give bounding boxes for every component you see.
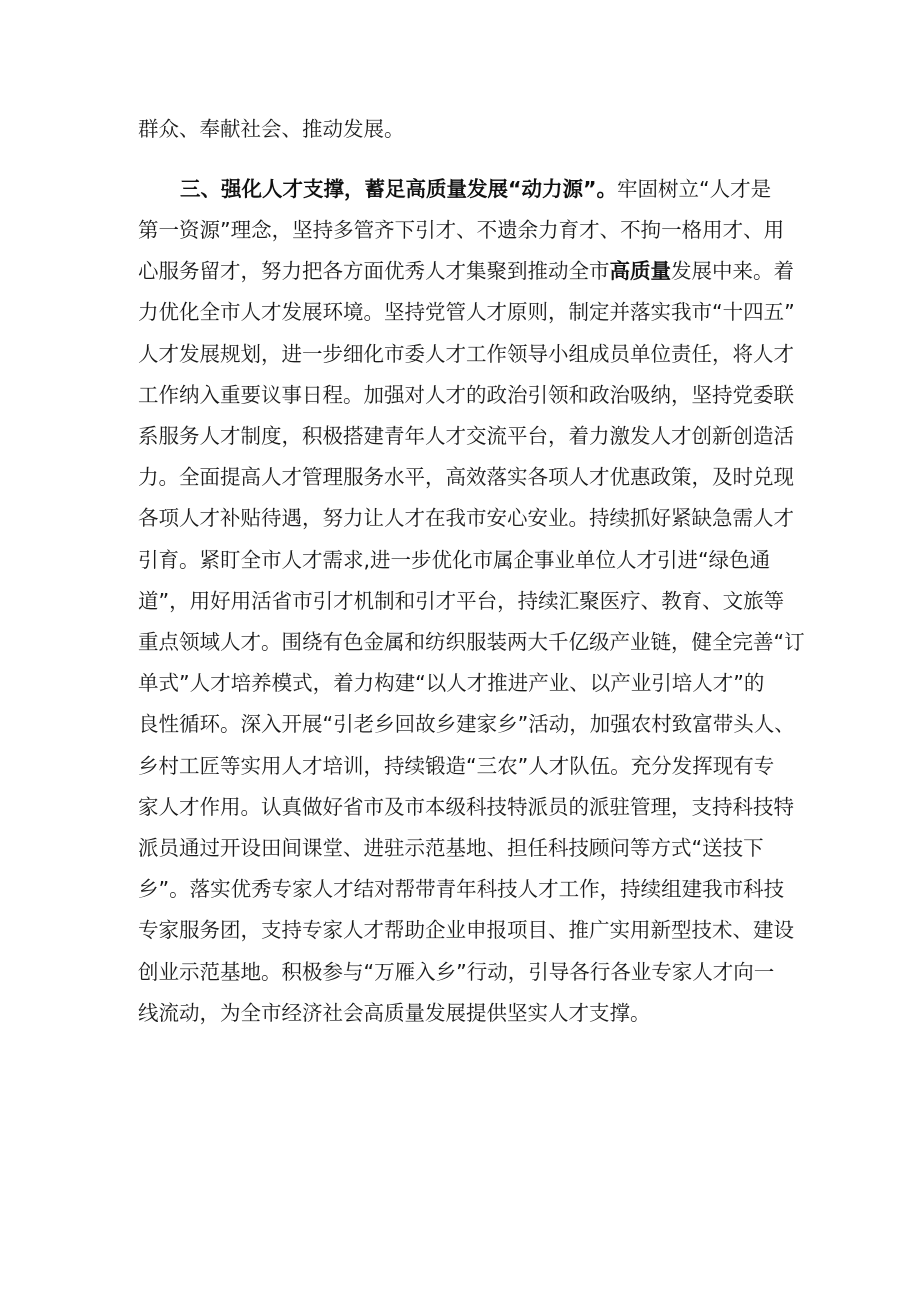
- paragraph-line: 人才发展规划，进一步细化市委人才工作领导小组成员单位责任，将人才: [138, 342, 794, 366]
- paragraph-line-text: 心服务留才，努力把各方面优秀人才集聚到推动全市: [138, 259, 610, 283]
- paragraph-line: 专家服务团，支持专家人才帮助企业申报项目、推广实用新型技术、建设: [138, 918, 794, 942]
- paragraph-continuation-line: 群众、奉献社会、推动发展。: [138, 117, 405, 141]
- paragraph-line: 工作纳入重要议事日程。加强对人才的政治引领和政治吸纳，坚持党委联: [138, 383, 794, 407]
- paragraph-line: 道”，用好用活省市引才机制和引才平台，持续汇聚医疗、教育、文旅等: [138, 589, 785, 613]
- paragraph-line: 乡”。落实优秀专家人才结对帮带青年科技人才工作，持续组建我市科技: [138, 877, 785, 901]
- paragraph-line: 良性循环。深入开展“引老乡回故乡建家乡”活动，加强农村致富带头人、: [138, 712, 795, 736]
- paragraph-line-text: 牢固树立“人才是: [616, 177, 772, 201]
- paragraph-line: 系服务人才制度，积极搭建青年人才交流平台，着力激发人才创新创造活: [138, 424, 794, 448]
- paragraph-line: 第一资源”理念，坚持多管齐下引才、不遗余力育才、不拘一格用才、用: [138, 218, 785, 242]
- paragraph-line-text: 发展中来。着: [671, 259, 794, 283]
- paragraph-line: 重点领域人才。围绕有色金属和纺织服装两大千亿级产业链，健全完善“订: [138, 630, 805, 654]
- paragraph-line: 乡村工匠等实用人才培训，持续锻造“三农”人才队伍。充分发挥现有专: [138, 754, 775, 778]
- paragraph-line: 创业示范基地。积极参与“万雁入乡”行动，引导各行各业专家人才向一: [138, 960, 775, 984]
- section-heading: 三、强化人才支撑，蓄足高质量发展“动力源”。: [180, 177, 617, 201]
- paragraph-line: 引育。紧盯全市人才需求,进一步优化市属企事业单位人才引进“绿色通: [138, 548, 771, 572]
- paragraph-line: 单式”人才培养模式，着力构建“以人才推进产业、以产业引培人才”的: [138, 671, 765, 695]
- paragraph-line: 派员通过开设田间课堂、进驻示范基地、担任科技顾问等方式“送技下: [138, 836, 764, 860]
- paragraph-line: 家人才作用。认真做好省市及市本级科技特派员的派驻管理，支持科技特: [138, 795, 794, 819]
- paragraph-line: 力优化全市人才发展环境。坚持党管人才原则，制定并落实我市“十四五”: [138, 300, 795, 324]
- section-first-line: [180, 174, 830, 204]
- paragraph-line: 线流动，为全市经济社会高质量发展提供坚实人才支撑。: [138, 1001, 651, 1025]
- paragraph-line: 各项人才补贴待遇，努力让人才在我市安心安业。持续抓好紧缺急需人才: [138, 506, 794, 530]
- paragraph-line: 力。全面提高人才管理服务水平，高效落实各项人才优惠政策，及时兑现: [138, 465, 794, 489]
- paragraph-line: [138, 256, 794, 286]
- emphasis-text: 高质量: [609, 259, 671, 283]
